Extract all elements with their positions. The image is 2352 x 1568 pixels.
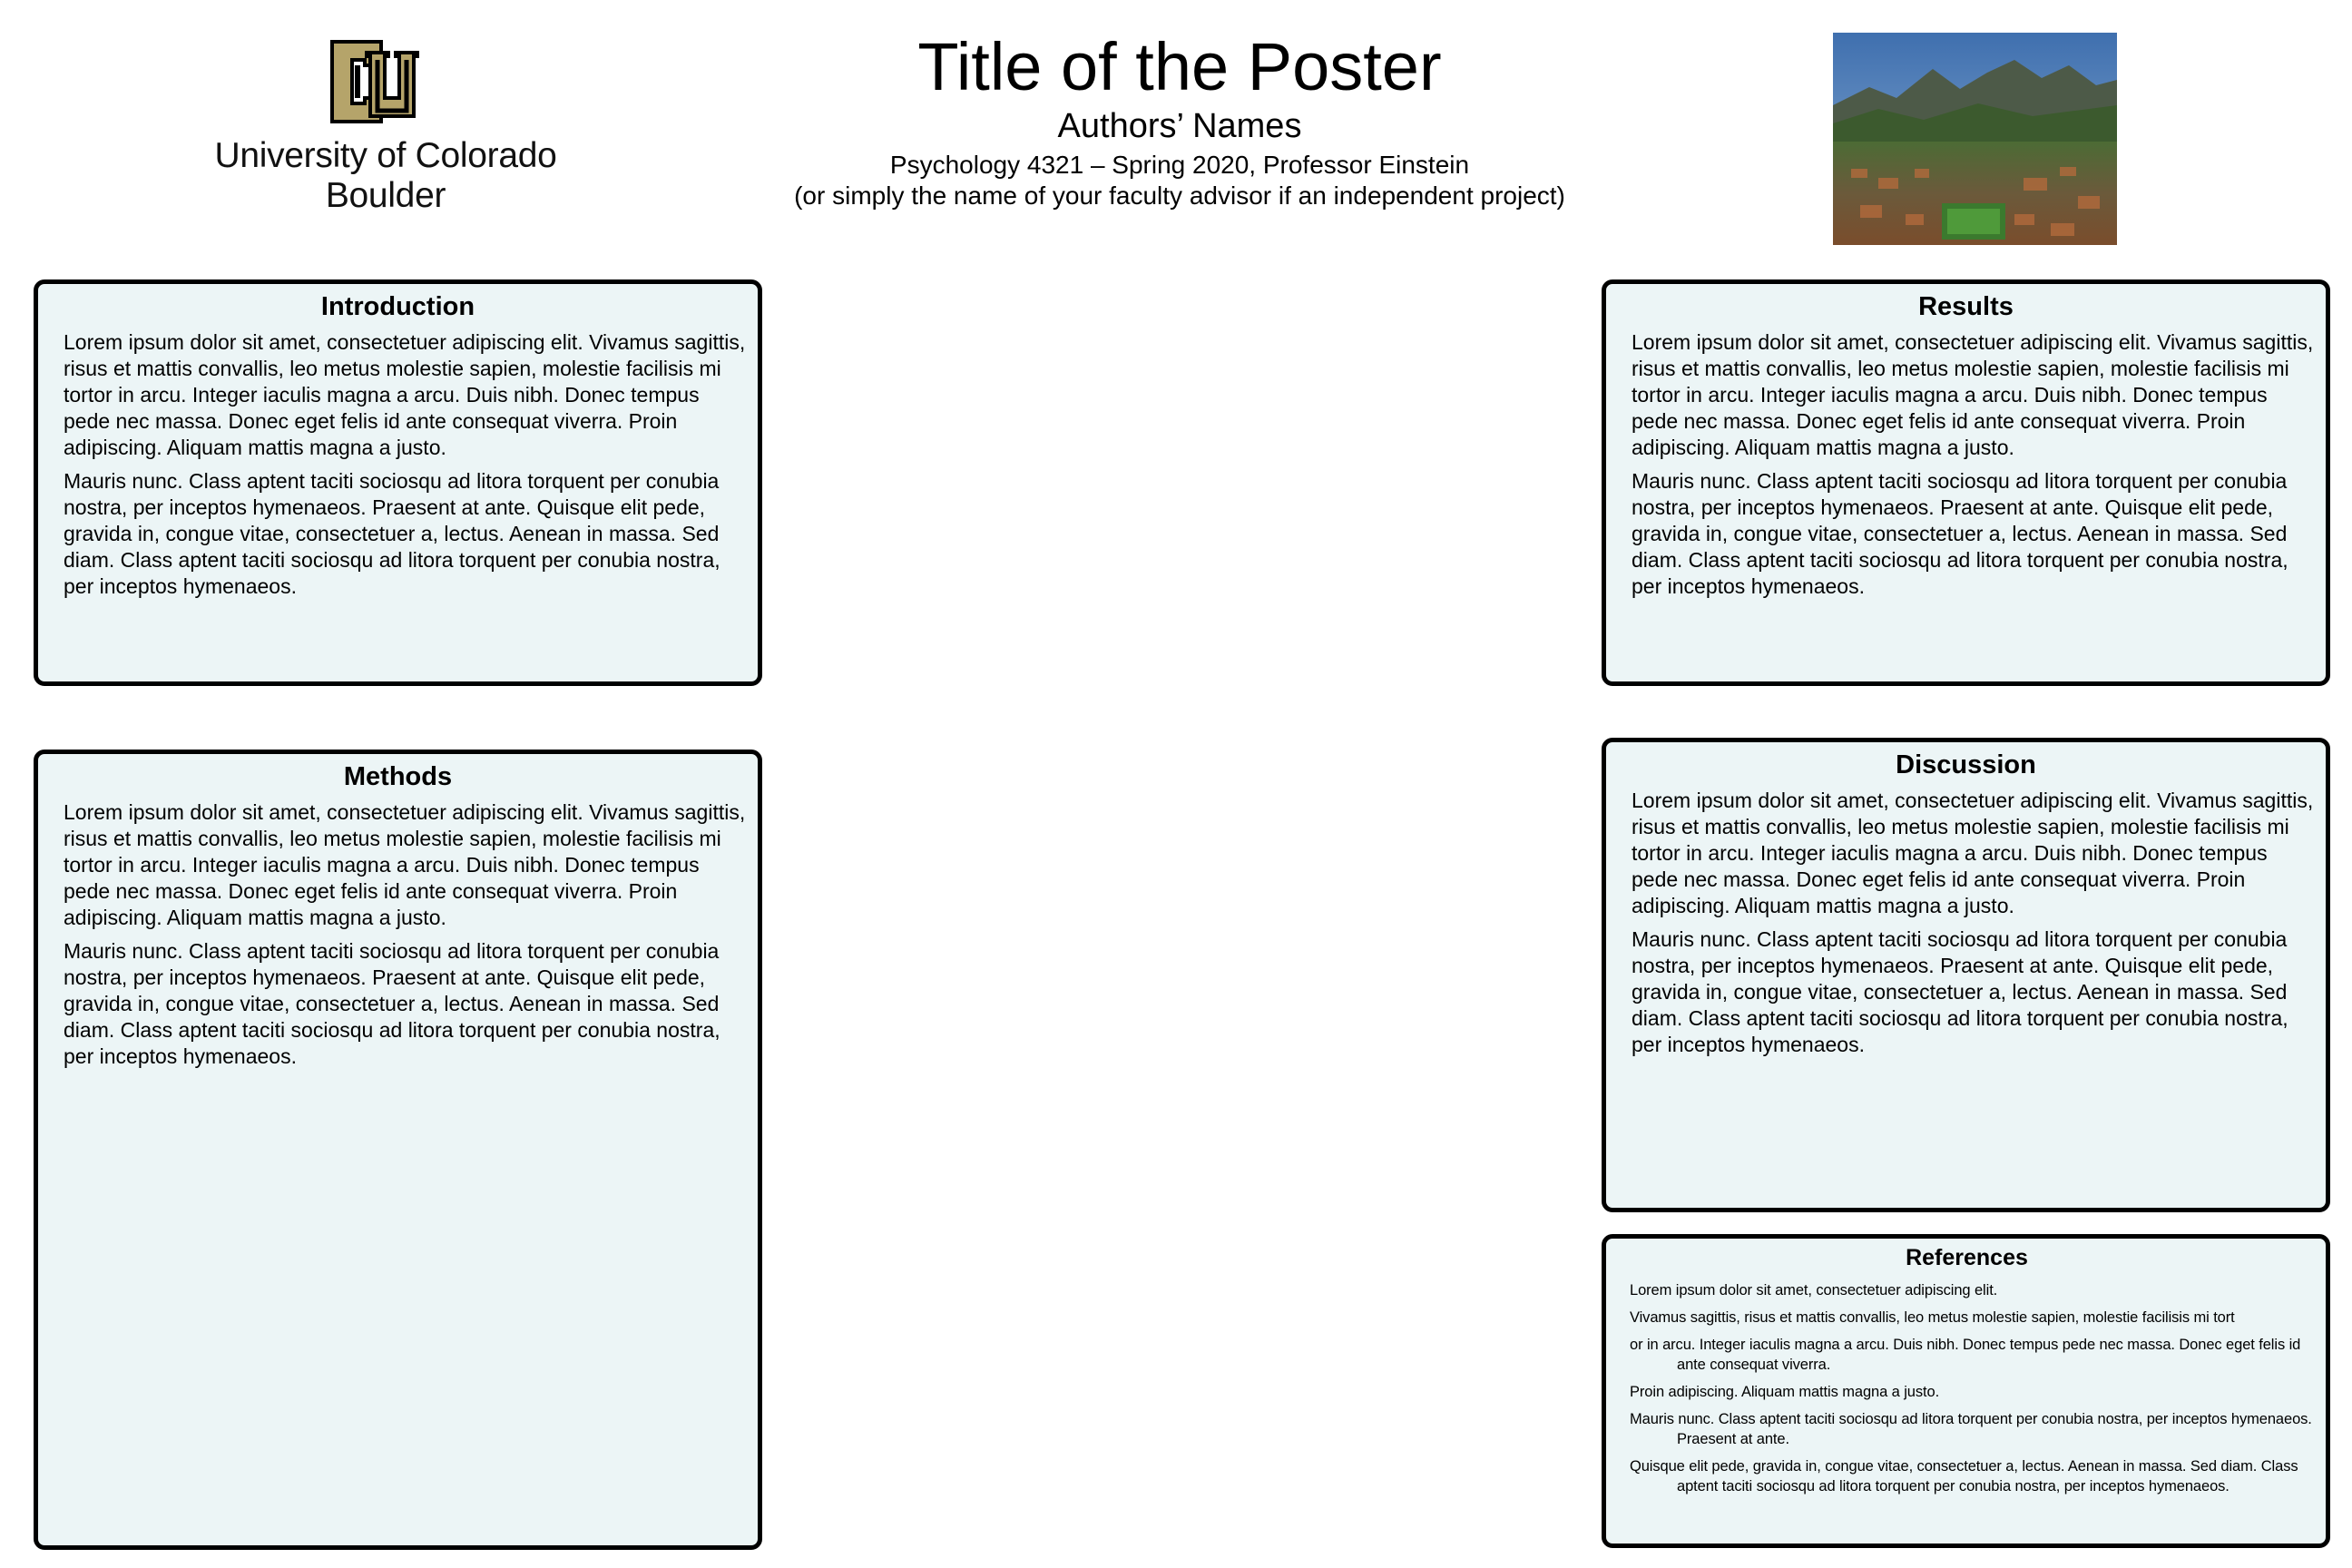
- reference-item: Quisque elit pede, gravida in, congue vitae, consectetuer a, lectus. Aenean in massa. Sed diam. Class aptent taciti sociosqu ad litora torquent per conubia nostra, per inceptos hymenaeos.: [1630, 1458, 2298, 1494]
- methods-panel: [34, 750, 762, 1550]
- references-list: [1630, 1271, 2320, 1496]
- introduction-panel: [34, 279, 762, 686]
- campus-photo-illustration: [1833, 33, 2117, 245]
- campus-aerial-photo: [1833, 33, 2117, 245]
- poster-title: Title of the Poster: [917, 29, 1442, 104]
- introduction-paragraph-2: Mauris nunc. Class aptent taciti sociosqu ad litora torquent per conubia nostra, per inceptos hymenaeos. Praesent at ante. Quisque elit pede, gravida in, congue vitae, consectetuer a, lectus. Aenean in massa. Sed diam. Class aptent taciti sociosqu ad litora torquent per conubia nostra, per inceptos hymenaeos.: [64, 469, 720, 598]
- methods-paragraph-1: Lorem ipsum dolor sit amet, consectetuer adipiscing elit. Vivamus sagittis, risus et mattis convallis, leo metus molestie sapien, molestie facilisis mi tortor in arcu. Integer iaculis magna a arcu. Duis nibh. Donec tempus pede nec massa. Donec eget felis id ante consequat viverra. Proin adipiscing. Aliquam mattis magna a justo.: [64, 800, 746, 929]
- results-paragraph-1: Lorem ipsum dolor sit amet, consectetuer adipiscing elit. Vivamus sagittis, risus et mattis convallis, leo metus molestie sapien, molestie facilisis mi tortor in arcu. Integer iaculis magna a arcu. Duis nibh. Donec tempus pede nec massa. Donec eget felis id ante consequat viverra. Proin adipiscing. Aliquam mattis magna a justo.: [1632, 330, 2314, 459]
- discussion-paragraph-1: Lorem ipsum dolor sit amet, consectetuer adipiscing elit. Vivamus sagittis, risus et mattis convallis, leo metus molestie sapien, molestie facilisis mi tortor in arcu. Integer iaculis magna a arcu. Duis nibh. Donec tempus pede nec massa. Donec eget felis id ante consequat viverra. Proin adipiscing. Aliquam mattis magna a justo.: [1632, 789, 2314, 917]
- methods-paragraph-2: Mauris nunc. Class aptent taciti sociosqu ad litora torquent per conubia nostra, per inceptos hymenaeos. Praesent at ante. Quisque elit pede, gravida in, congue vitae, consectetuer a, lectus. Aenean in massa. Sed diam. Class aptent taciti sociosqu ad litora torquent per conubia nostra, per inceptos hymenaeos.: [64, 939, 720, 1068]
- university-name-line2: Boulder: [325, 176, 446, 215]
- results-paragraph-2: Mauris nunc. Class aptent taciti sociosqu ad litora torquent per conubia nostra, per inceptos hymenaeos. Praesent at ante. Quisque elit pede, gravida in, congue vitae, consectetuer a, lectus. Aenean in massa. Sed diam. Class aptent taciti sociosqu ad litora torquent per conubia nostra, per inceptos hymenaeos.: [1632, 469, 2288, 598]
- references-panel: [1602, 1234, 2330, 1548]
- discussion-heading: Discussion: [1896, 750, 2036, 779]
- results-heading: Results: [1918, 292, 2014, 321]
- reference-item: Vivamus sagittis, risus et mattis convallis, leo metus molestie sapien, molestie facilisis mi tort: [1630, 1309, 2235, 1326]
- results-panel: [1602, 279, 2330, 686]
- reference-item: Lorem ipsum dolor sit amet, consectetuer adipiscing elit.: [1630, 1282, 1998, 1298]
- poster-advisor-note: (or simply the name of your faculty advisor if an independent project): [794, 181, 1565, 210]
- reference-item: Mauris nunc. Class aptent taciti sociosqu ad litora torquent per conubia nostra, per inceptos hymenaeos. Praesent at ante.: [1630, 1411, 2312, 1447]
- reference-item: Proin adipiscing. Aliquam mattis magna a justo.: [1630, 1384, 1940, 1400]
- methods-heading: Methods: [343, 762, 453, 791]
- poster-course-line: Psychology 4321 – Spring 2020, Professor Einstein: [889, 151, 1470, 179]
- discussion-panel: [1602, 738, 2330, 1212]
- reference-item: or in arcu. Integer iaculis magna a arcu. Duis nibh. Donec tempus pede nec massa. Donec eget felis id ante consequat viverra.: [1630, 1337, 2301, 1373]
- introduction-paragraph-1: Lorem ipsum dolor sit amet, consectetuer adipiscing elit. Vivamus sagittis, risus et mattis convallis, leo metus molestie sapien, molestie facilisis mi tortor in arcu. Integer iaculis magna a arcu. Duis nibh. Donec tempus pede nec massa. Donec eget felis id ante consequat viverra. Proin adipiscing. Aliquam mattis magna a justo.: [64, 330, 746, 459]
- introduction-heading: Introduction: [320, 292, 475, 321]
- references-heading: References: [1906, 1245, 2028, 1270]
- discussion-paragraph-2: Mauris nunc. Class aptent taciti sociosqu ad litora torquent per conubia nostra, per inceptos hymenaeos. Praesent at ante. Quisque elit pede, gravida in, congue vitae, consectetuer a, lectus. Aenean in massa. Sed diam. Class aptent taciti sociosqu ad litora torquent per conubia nostra, per inceptos hymenaeos.: [1632, 927, 2288, 1056]
- poster-authors: Authors’ Names: [1057, 107, 1302, 145]
- cu-logo-mark: [325, 34, 425, 129]
- university-logo-icon: [325, 34, 425, 129]
- university-name-line1: University of Colorado: [214, 136, 557, 175]
- university-name: [172, 136, 599, 216]
